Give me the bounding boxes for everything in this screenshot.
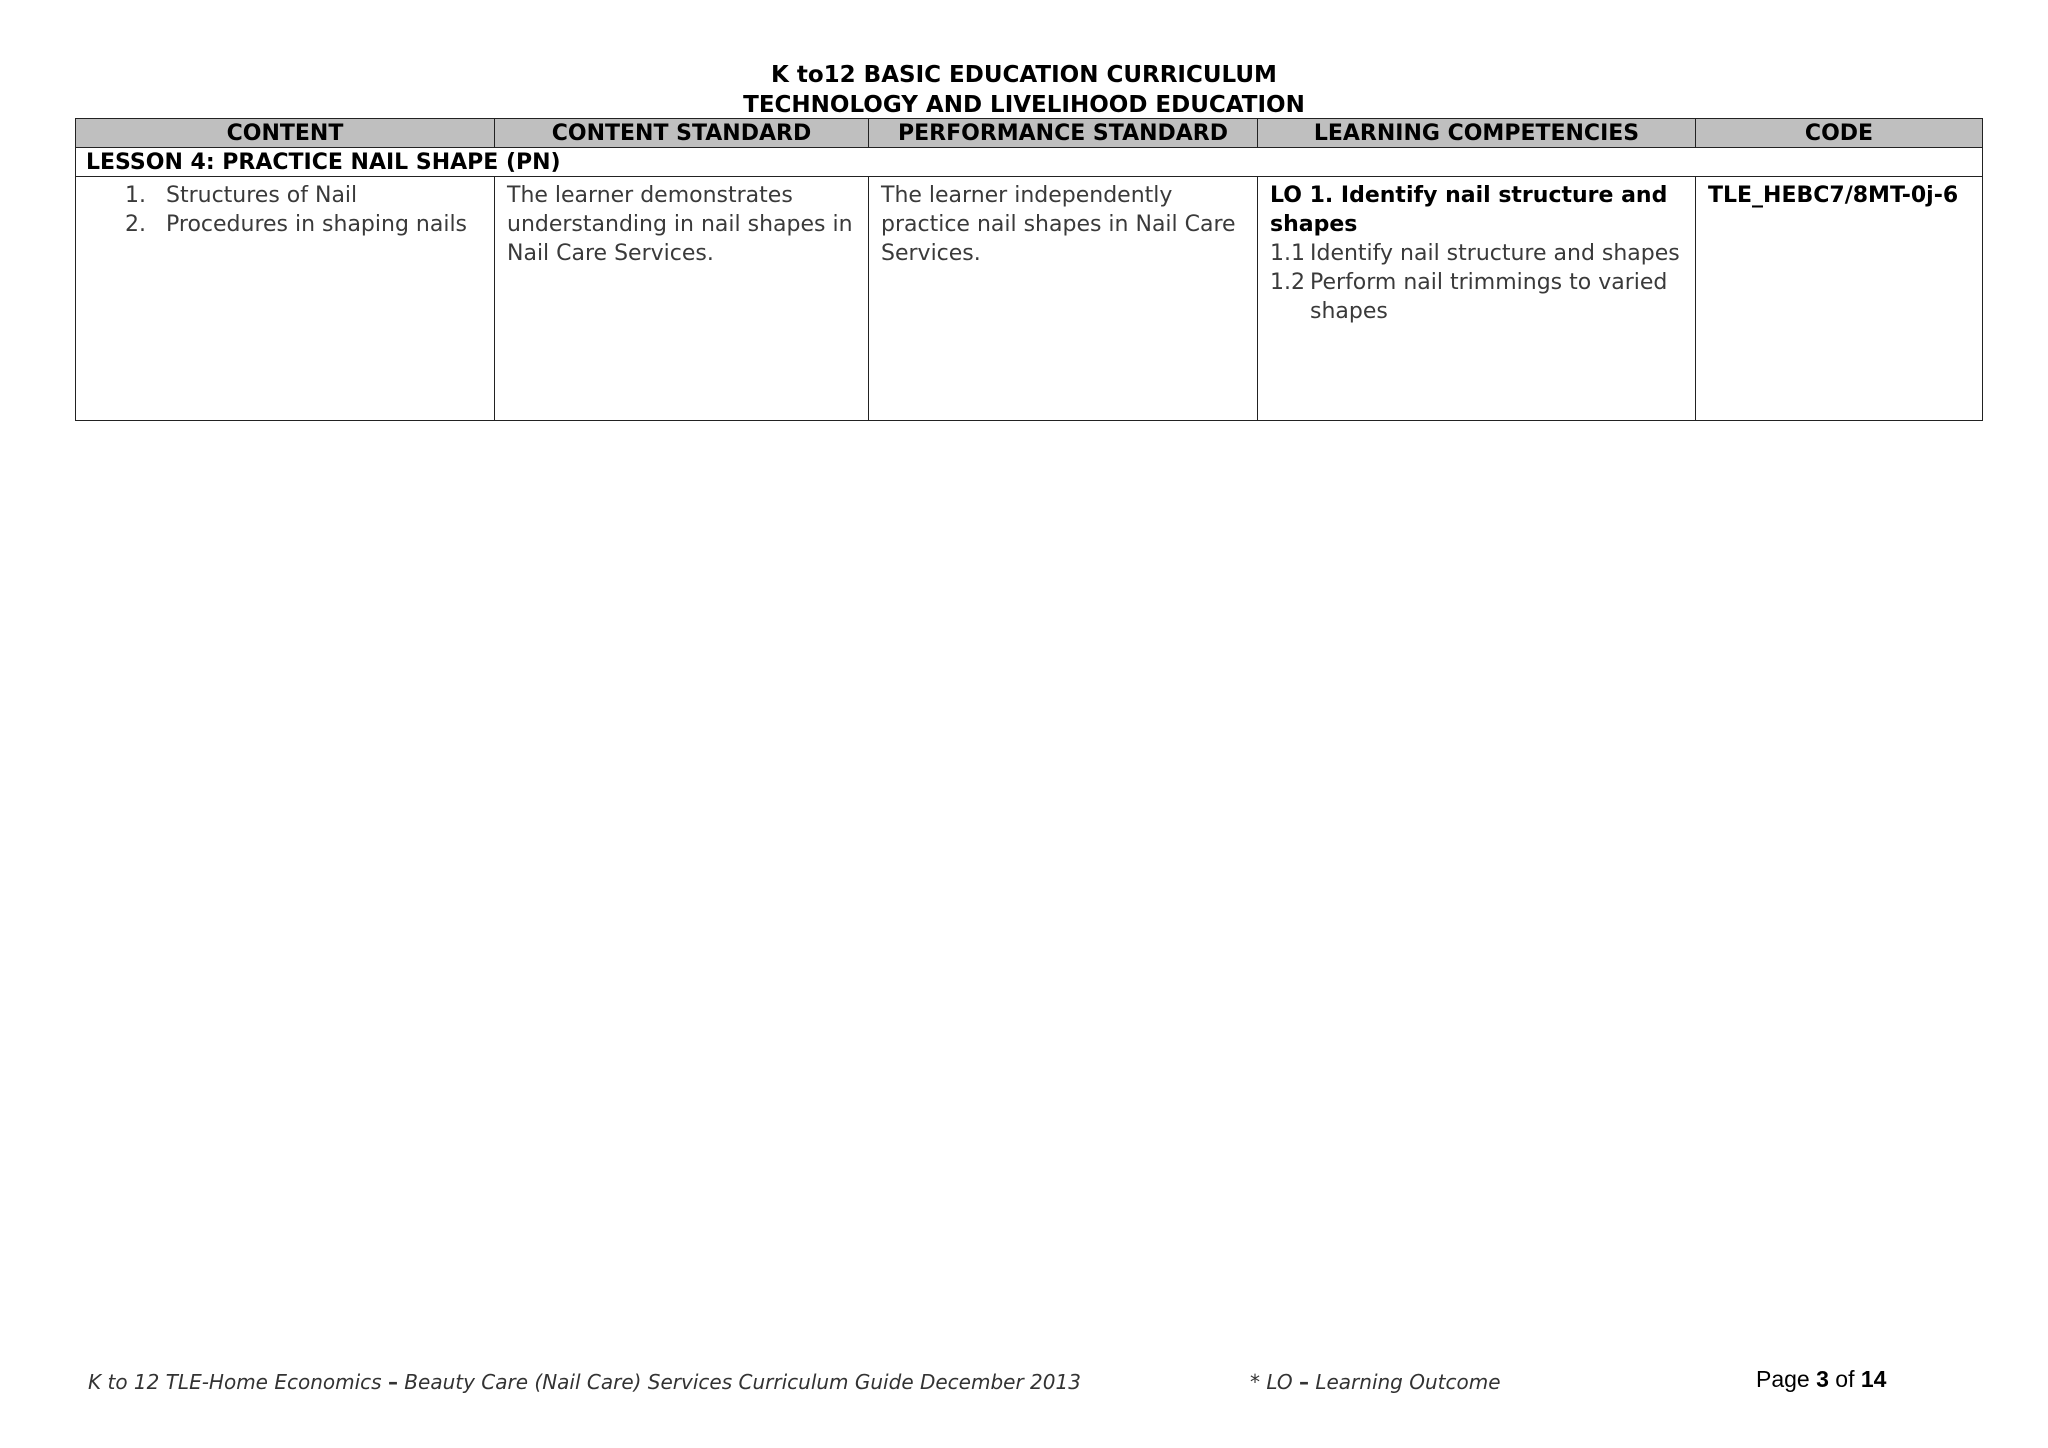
lesson-title: LESSON 4: PRACTICE NAIL SHAPE (PN) — [76, 148, 1983, 177]
column-header-code: CODE — [1696, 119, 1983, 148]
current-page: 3 — [1816, 1366, 1829, 1392]
competency-number: 1.1 — [1270, 241, 1305, 266]
list-item — [88, 181, 482, 210]
lesson-row — [76, 148, 1983, 177]
total-pages: 14 — [1860, 1366, 1887, 1392]
learning-outcome-title: LO 1. Identify nail structure and shapes — [1270, 183, 1668, 237]
list-item-text: Structures of Nail — [166, 183, 358, 208]
performance-standard-cell: The learner independently practice nail shapes in Nail Care Services. — [869, 177, 1258, 421]
footer-guide-prefix: K to 12 TLE-Home Economics — [88, 1370, 388, 1394]
footer-guide-title — [88, 1370, 1081, 1394]
code-cell — [1696, 177, 1983, 421]
footer-dash: – — [1298, 1370, 1309, 1394]
document-header — [0, 60, 2048, 120]
content-cell — [76, 177, 495, 421]
competency-item — [1270, 239, 1683, 268]
list-item-number: 2. — [125, 212, 146, 237]
competency-item — [1270, 268, 1683, 326]
content-standard-cell: The learner demonstrates understanding in nail shapes in Nail Care Services. — [495, 177, 869, 421]
column-header-learning-competencies: LEARNING COMPETENCIES — [1258, 119, 1696, 148]
column-header-performance-standard: PERFORMANCE STANDARD — [869, 119, 1258, 148]
competency-number: 1.2 — [1270, 270, 1305, 295]
subject-title: TECHNOLOGY AND LIVELIHOOD EDUCATION — [743, 92, 1305, 118]
column-header-content: CONTENT — [76, 119, 495, 148]
column-header-content-standard: CONTENT STANDARD — [495, 119, 869, 148]
footer-lo-legend — [1250, 1370, 1501, 1394]
list-item — [88, 210, 482, 239]
curriculum-title: K to12 BASIC EDUCATION CURRICULUM — [771, 62, 1277, 88]
curriculum-table — [75, 118, 1983, 421]
page-word: Page — [1756, 1366, 1817, 1392]
footer-dash: – — [387, 1370, 398, 1394]
footer-lo-suffix: Learning Outcome — [1308, 1370, 1501, 1394]
competency-text: Perform nail trimmings to varied shapes — [1310, 270, 1668, 324]
table-row — [76, 177, 1983, 421]
list-item-text: Procedures in shaping nails — [166, 212, 468, 237]
table-header-row — [76, 119, 1983, 148]
list-item-number: 1. — [125, 183, 146, 208]
footer-lo-prefix: * LO — [1250, 1370, 1299, 1394]
of-word: of — [1828, 1366, 1861, 1392]
competency-code: TLE_HEBC7/8MT-0j-6 — [1708, 183, 1959, 208]
competency-text: Identify nail structure and shapes — [1310, 241, 1680, 266]
learning-competencies-cell — [1258, 177, 1696, 421]
page-number — [1756, 1366, 1886, 1393]
footer-guide-suffix: Beauty Care (Nail Care) Services Curriculum Guide December 2013 — [397, 1370, 1081, 1394]
content-list — [88, 181, 482, 239]
